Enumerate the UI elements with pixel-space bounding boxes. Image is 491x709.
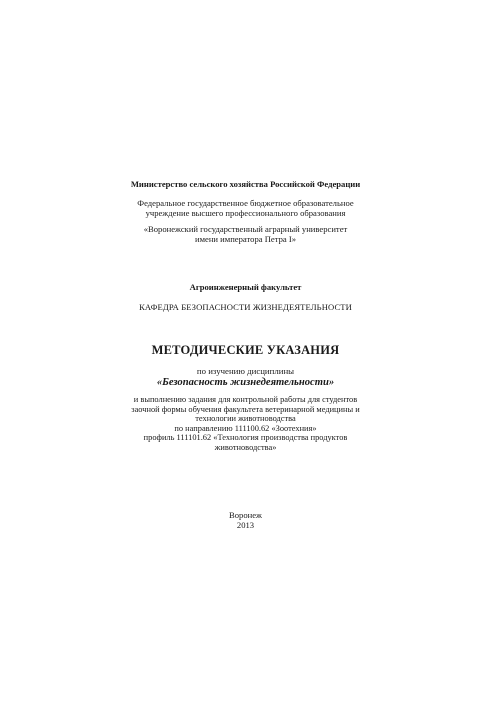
description-line-1: и выполнению задания для контрольной работы для студентов [133, 395, 358, 404]
city-text: Воронеж [229, 510, 262, 520]
institution-line-2: учреждение высшего профессионального образования [145, 208, 346, 218]
faculty-text: Агроинженерный факультет [189, 282, 302, 292]
ministry-text: Министерство сельского хозяйства Российской Федерации [130, 179, 361, 189]
description-line-5: профиль 111101.62 «Технология производства продуктов [143, 433, 348, 442]
department-name [0, 302, 491, 312]
description-line-4: по направлению 111100.62 «Зоотехния» [174, 423, 317, 433]
institution-line-1: Федеральное государственное бюджетное образовательное [137, 198, 354, 208]
description-line-3: технологии животноводства [195, 414, 296, 423]
description-line-2: заочной формы обучения факультета ветеринарной медицины и [131, 404, 360, 414]
document-description [0, 395, 491, 452]
university-name [0, 224, 491, 244]
subtitle-intro-text: по изучению дисциплины [196, 366, 295, 376]
publication-year [0, 520, 491, 530]
subtitle-intro [0, 366, 491, 376]
document-title-text: МЕТОДИЧЕСКИЕ УКАЗАНИЯ [151, 343, 340, 357]
faculty-name [0, 282, 491, 292]
discipline-name [0, 377, 491, 389]
ministry-heading [0, 179, 491, 189]
document-title [0, 343, 491, 357]
department-text: КАФЕДРА БЕЗОПАСНОСТИ ЖИЗНЕДЕЯТЕЛЬНОСТИ [139, 302, 352, 312]
discipline-text: «Безопасность жизнедеятельности» [156, 377, 335, 388]
university-line-1: «Воронежский государственный аграрный университет [143, 224, 348, 234]
institution-name [0, 198, 491, 218]
university-line-2: имени императора Петра I» [194, 234, 297, 244]
year-text: 2013 [236, 520, 255, 530]
publication-city [0, 510, 491, 520]
description-line-6: животноводства» [214, 442, 277, 452]
